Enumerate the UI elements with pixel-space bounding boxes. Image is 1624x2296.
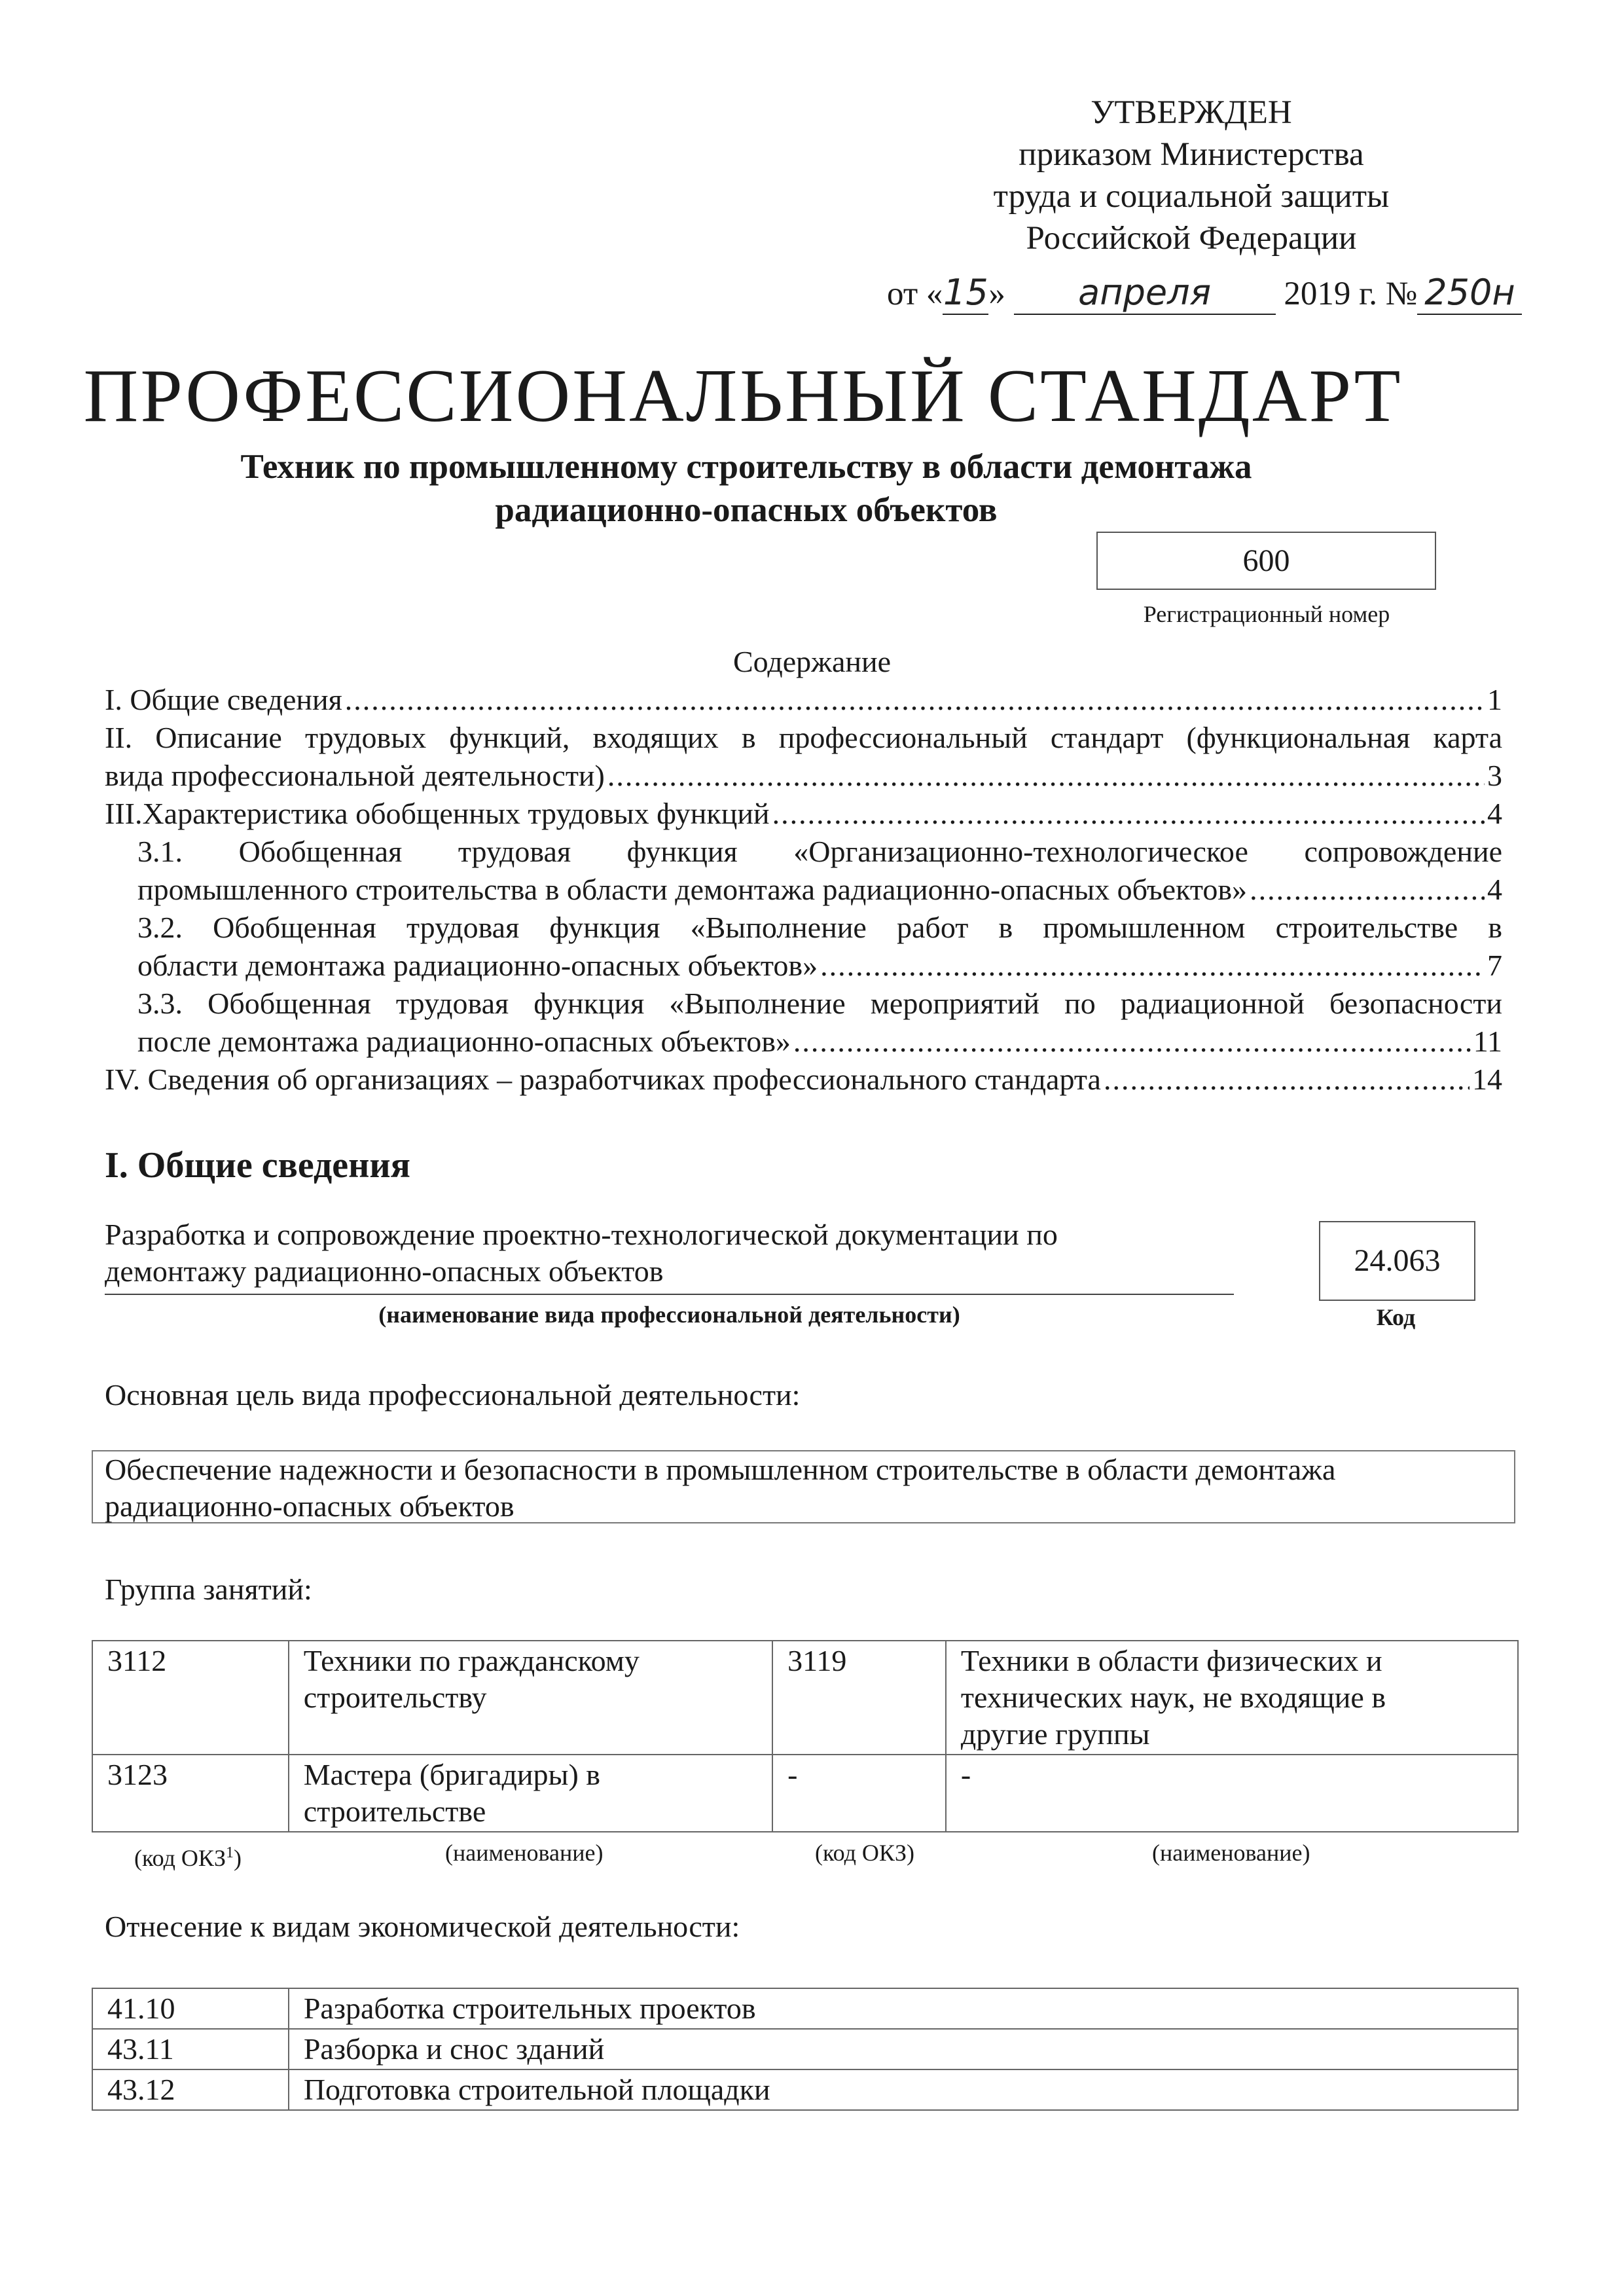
approval-line: Российской Федерации	[1026, 220, 1357, 257]
activity-code-box: 24.063	[1319, 1221, 1475, 1301]
occupation-name: Мастера (бригадиры) в строительстве	[289, 1755, 772, 1832]
occupation-name: Техники в области физических и технических наук, не входящие в другие группы	[946, 1641, 1518, 1755]
table-row	[92, 1641, 1518, 1755]
occupation-name: Техники по гражданскому строительству	[289, 1641, 772, 1755]
toc-item-line: 3.2. Обобщенная трудовая функция «Выполнение работ в промышленном строительстве в	[137, 911, 1502, 944]
approval-date: от «15» апреля 2019 г. № 250н	[887, 272, 1522, 315]
footnote-marker[interactable]: 1	[225, 1844, 234, 1861]
handwritten-order-number: 250н	[1417, 272, 1522, 315]
economic-label: Отнесение к видам экономической деятельности:	[105, 1910, 740, 1943]
occupations-table	[92, 1640, 1519, 1832]
registration-number-box: 600	[1096, 532, 1436, 590]
handwritten-day: 15	[943, 272, 988, 315]
toc-item[interactable]: III.Характеристика обобщенных трудовых функций ..... 4	[105, 795, 1502, 833]
approval-line: УТВЕРЖДЕН	[1091, 94, 1292, 131]
occ-caption-code2: (код ОКЗ)	[815, 1840, 914, 1866]
standard-subtitle: Техник по промышленному строительству в области демонтажа радиационно-опасных объектов	[240, 448, 1252, 529]
okz-code: 3112	[92, 1641, 289, 1755]
toc-item[interactable]: промышленного строительства в области демонтажа радиационно-опасных объектов» ..... 4	[137, 871, 1502, 909]
section-heading: I. Общие сведения	[105, 1145, 410, 1186]
okved-name: Разборка и снос зданий	[289, 2029, 1518, 2069]
toc-heading: Содержание	[732, 645, 892, 678]
okz-code: -	[772, 1755, 946, 1832]
toc-item-line: 3.3. Обобщенная трудовая функция «Выполнение мероприятий по радиационной безопасности	[137, 987, 1502, 1020]
table-row	[92, 1988, 1518, 2029]
toc-item[interactable]: после демонтажа радиационно-опасных объектов» ..... 11	[137, 1023, 1502, 1061]
toc-item[interactable]: области демонтажа радиационно-опасных объектов» ..... 7	[137, 947, 1502, 985]
toc-item-line: II. Описание трудовых функций, входящих в профессиональный стандарт (функциональная карта	[105, 721, 1502, 754]
table-row	[92, 2029, 1518, 2069]
approval-line: приказом Министерства	[1019, 136, 1364, 173]
okved-name: Разработка строительных проектов	[289, 1988, 1518, 2029]
occ-caption-name2: (наименование)	[1152, 1840, 1310, 1866]
goal-label: Основная цель вида профессиональной деятельности:	[105, 1378, 801, 1412]
economic-activities-table	[92, 1988, 1519, 2111]
toc-item[interactable]: IV. Сведения об организациях – разработчиках профессионального стандарта ..... 14	[105, 1061, 1502, 1099]
okved-code: 43.11	[92, 2029, 289, 2069]
okz-code: 3119	[772, 1641, 946, 1755]
approval-line: труда и социальной защиты	[993, 178, 1390, 215]
toc-item-line: 3.1. Обобщенная трудовая функция «Организационно-технологическое сопровождение	[137, 835, 1502, 868]
approval-block	[864, 92, 1519, 259]
occ-caption-code: (код ОКЗ$^1$)	[134, 1844, 242, 1871]
toc-item[interactable]: I. Общие сведения ..... 1	[105, 681, 1502, 719]
registration-number-label: Регистрационный номер	[1143, 601, 1390, 627]
toc-item[interactable]: вида профессиональной деятельности) ..... 3	[105, 757, 1502, 795]
table-of-contents	[105, 681, 1502, 1099]
okved-name: Подготовка строительной площадки	[289, 2069, 1518, 2110]
okved-code: 41.10	[92, 1988, 289, 2029]
handwritten-month: апреля	[1014, 272, 1276, 315]
activity-caption: (наименование вида профессиональной деятельности)	[378, 1302, 960, 1328]
occupation-name: -	[946, 1755, 1518, 1832]
okz-code: 3123	[92, 1755, 289, 1832]
occ-caption-name: (наименование)	[445, 1840, 604, 1866]
okved-code: 43.12	[92, 2069, 289, 2110]
goal-box: Обеспечение надежности и безопасности в промышленном строительстве в области демонтажа радиационно-опасных объектов	[92, 1450, 1515, 1523]
activity-code-caption: Код	[1376, 1304, 1416, 1330]
activity-name: Разработка и сопровождение проектно-технологической документации по демонтажу радиационно-опасных объектов	[105, 1216, 1234, 1295]
occupations-label: Группа занятий:	[105, 1573, 312, 1606]
standard-title: ПРОФЕССИОНАЛЬНЫЙ СТАНДАРТ	[83, 354, 1403, 438]
table-row	[92, 2069, 1518, 2110]
table-row	[92, 1755, 1518, 1832]
